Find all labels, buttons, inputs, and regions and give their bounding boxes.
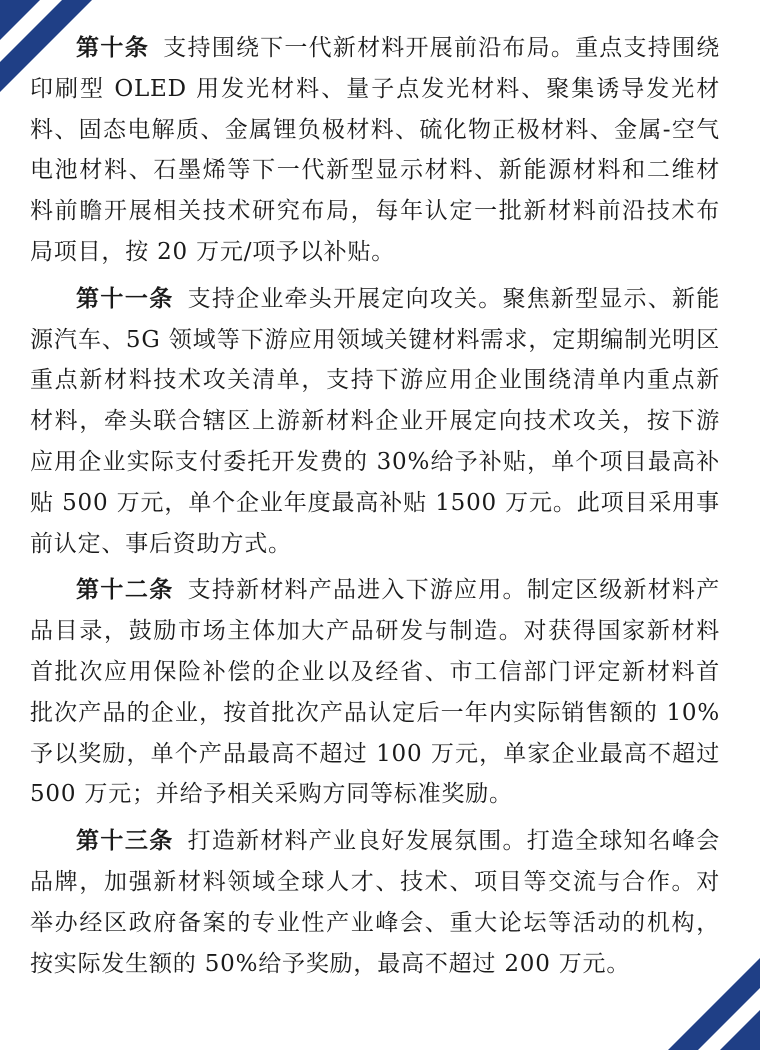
article-title: 第十一条 [76, 285, 174, 312]
article-body: 支持企业牵头开展定向攻关。聚焦新型显示、新能源汽车、5G 领域等下游应用领域关键材料需求，定期编制光明区重点新材料技术攻关清单，支持下游应用企业围绕清单内重点新材料，牵头联合辖区上游新材料企业开展定向技术攻关，按下游应用企业实际支付委托开发费的 30%给予补贴，单个项目最高补贴 500 万元，单个企业年度最高补贴 1500 万元。此项目采用事前认定、事后资助方式。 [30, 285, 720, 557]
article-11 [30, 279, 720, 565]
article-body: 支持围绕下一代新材料开展前沿布局。重点支持围绕印刷型 OLED 用发光材料、量子点发光材料、聚集诱导发光材料、固态电解质、金属锂负极材料、硫化物正极材料、金属-空气电池材料、石墨烯等下一代新型显示材料、新能源材料和二维材料前瞻开展相关技术研究布局，每年认定一批新材料前沿技术布局项目，按 20 万元/项予以补贴。 [30, 35, 721, 265]
article-title: 第十二条 [76, 577, 174, 604]
article-13 [30, 821, 720, 984]
document-content [30, 28, 720, 990]
article-title: 第十条 [76, 35, 150, 61]
article-12 [30, 570, 720, 815]
article-title: 第十三条 [76, 828, 174, 855]
article-body: 打造新材料产业良好发展氛围。打造全球知名峰会品牌，加强新材料领域全球人才、技术、项目等交流与合作。对举办经区政府备案的专业性产业峰会、重大论坛等活动的机构，按实际发生额的 50%给予奖励，最高不超过 200 万元。 [30, 828, 720, 977]
article-10 [30, 28, 720, 273]
article-body: 支持新材料产品进入下游应用。制定区级新材料产品目录，鼓励市场主体加大产品研发与制造。对获得国家新材料首批次应用保险补偿的企业以及经省、市工信部门评定新材料首批次产品的企业，按首批次产品认定后一年内实际销售额的 10%予以奖励，单个产品最高不超过 100 万元，单家企业最高不超过 500 万元；并给予相关采购方同等标准奖励。 [30, 577, 720, 808]
corner-decoration-bottom-right-core [720, 1010, 760, 1050]
